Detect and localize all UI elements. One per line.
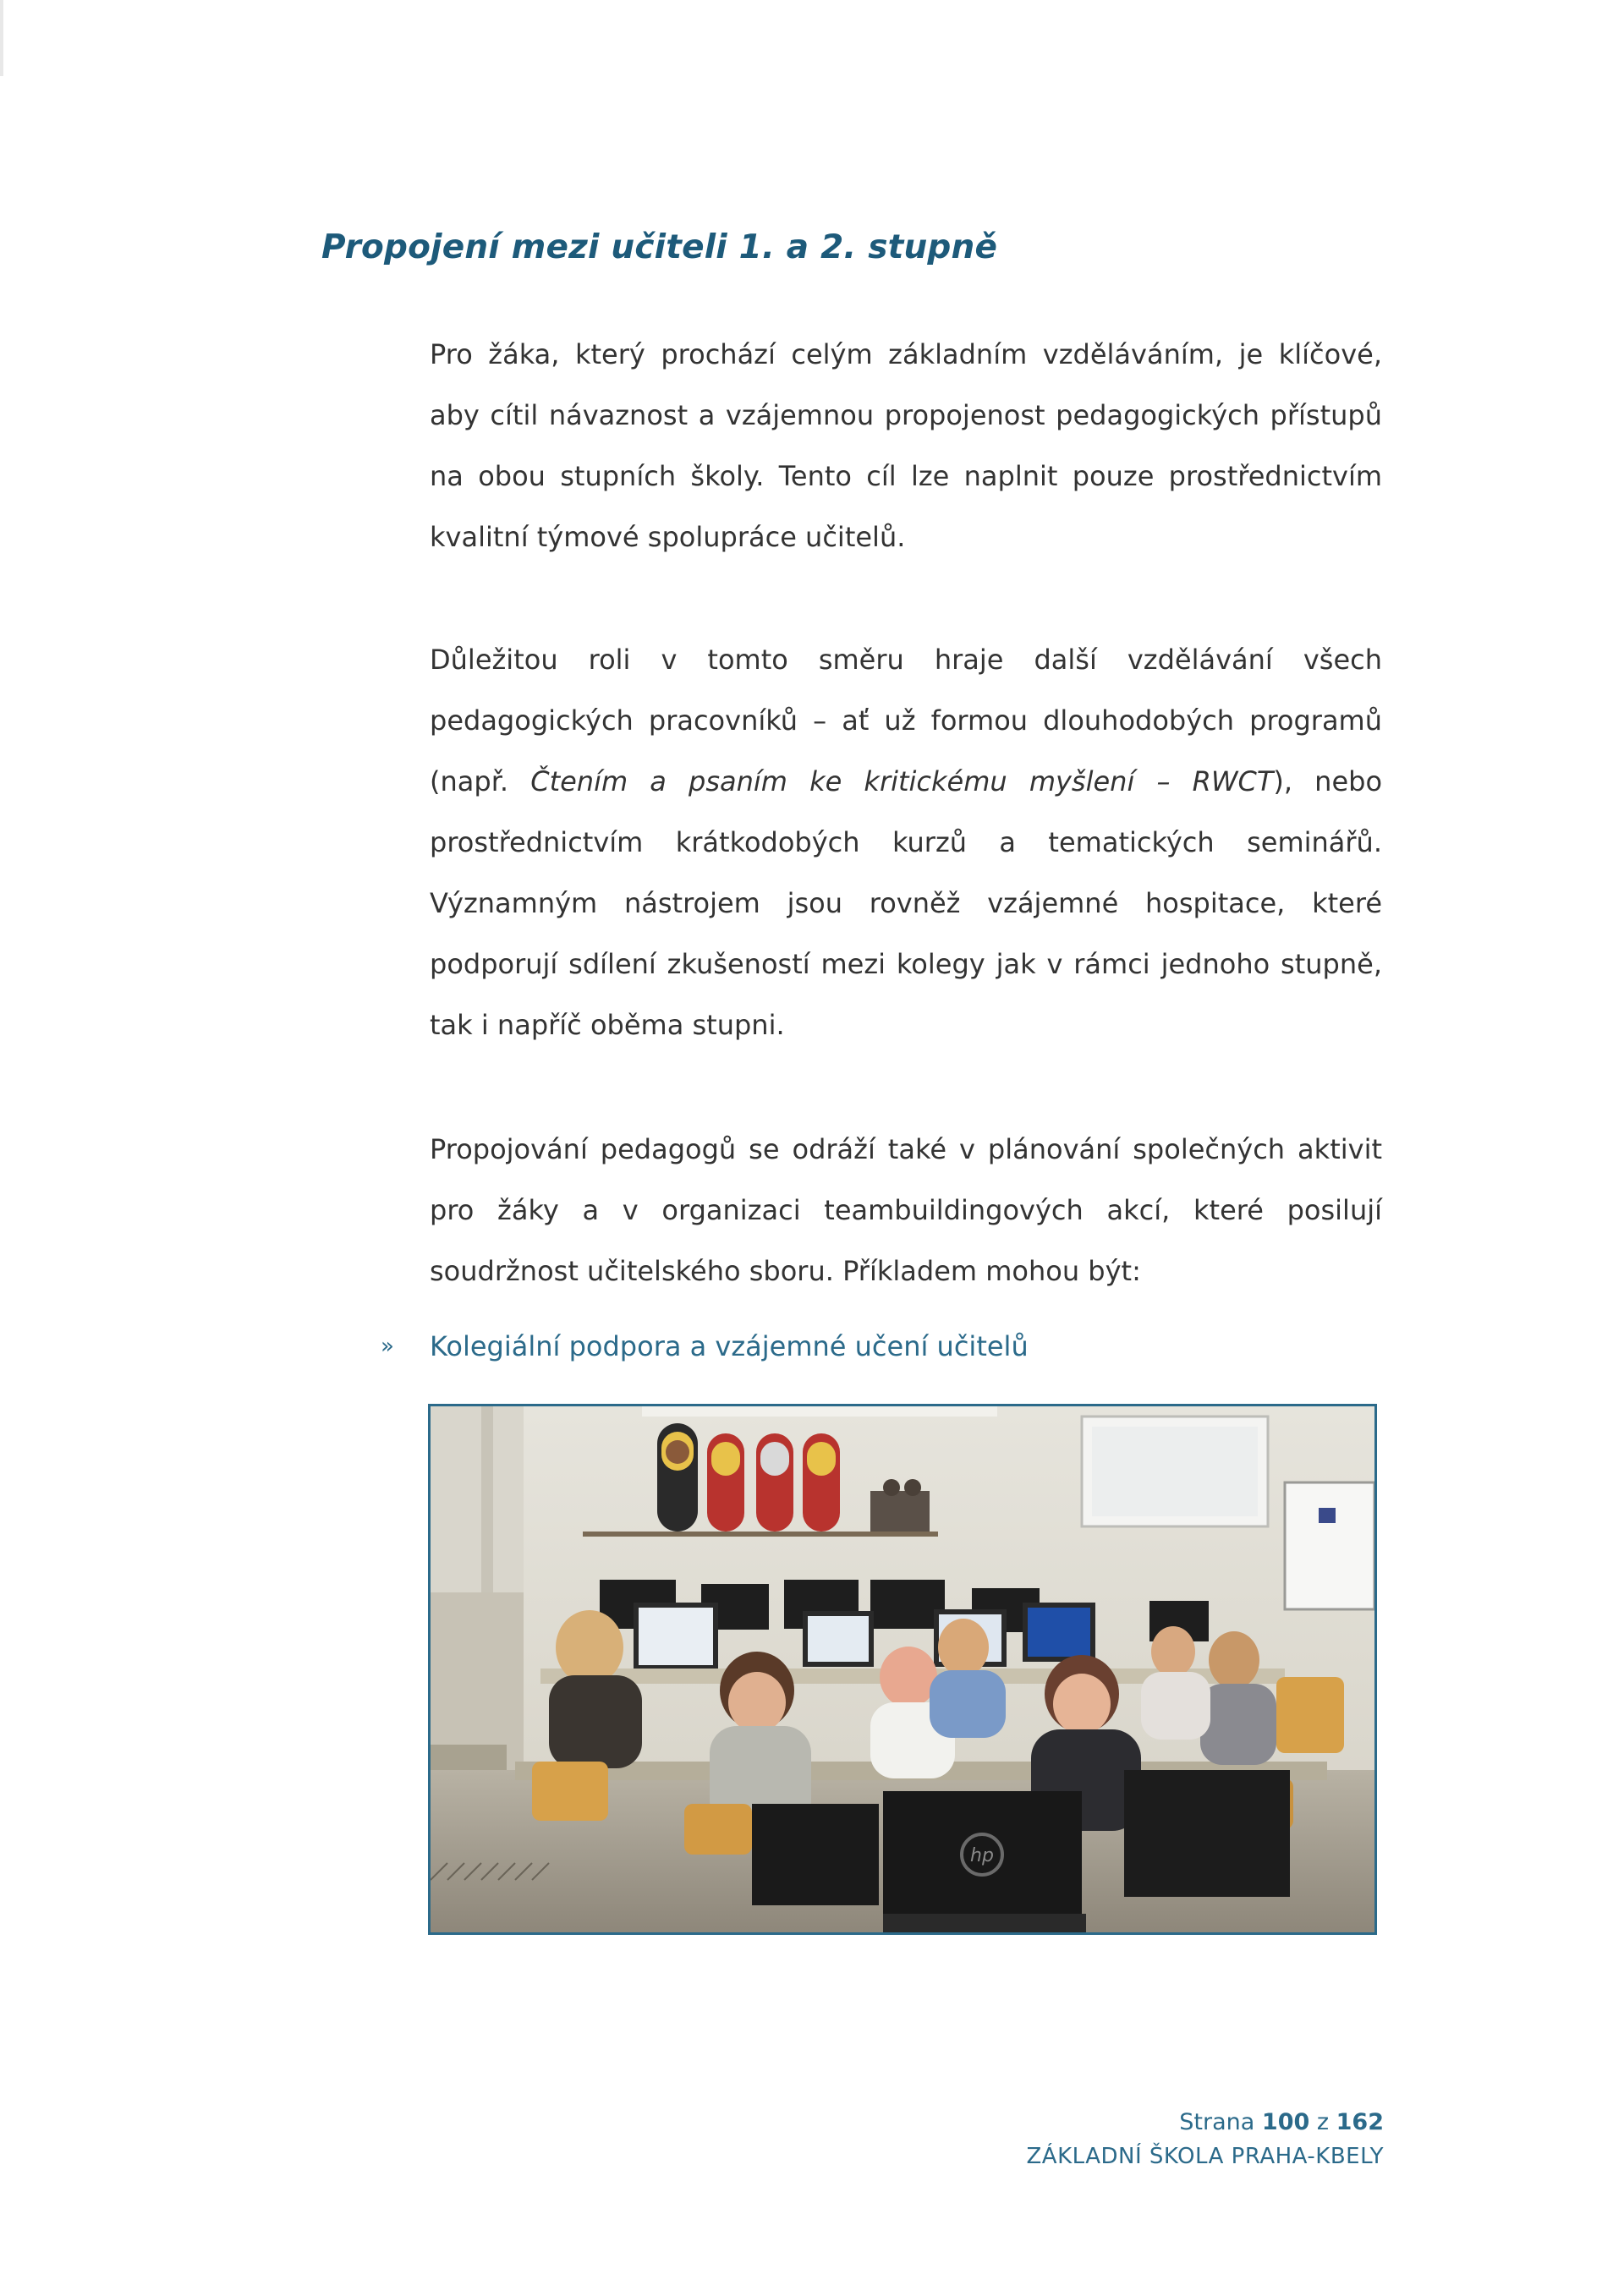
paragraph-2-part-2: ), nebo prostřednictvím krátkodobých kurzů a tematických seminářů. Významným nástrojem jsou rovněž vzájemné hospitace, které podporují sdílení zkušeností mezi kolegy jak v rámci jednoho stupně, tak i napříč oběma stupni. [430, 765, 1383, 1041]
page-separator: z [1309, 2109, 1336, 2135]
page-counter [1027, 2106, 1385, 2140]
middle-row-monitors [634, 1603, 1095, 1670]
page-number: 100 [1261, 2109, 1310, 2135]
paragraph-2-part-1: Důležitou roli v tomto směru hraje další vzdělávání všech pedagogických pracovníků – ať už formou dlouhodobých programů (např. [430, 644, 1382, 797]
school-name: ZÁKLADNÍ ŠKOLA PRAHA-KBELY [1026, 2144, 1384, 2169]
classroom-photo [428, 1404, 1377, 1935]
bullet-text: Kolegiální podpora a vzájemné učení učitelů [430, 1330, 1029, 1362]
page-edge [0, 0, 3, 76]
page-prefix: Strana [1179, 2109, 1262, 2135]
paragraph-1: Pro žáka, který prochází celým základním vzděláváním, je klíčové, aby cítil návaznost a vzájemnou propojenost pedagogických přístupů na obou stupních školy. Tento cíl lze naplnit pouze prostřednictvím kvalitní týmové spolupráce učitelů. [430, 338, 1382, 553]
page-footer [1027, 2106, 1385, 2173]
hp-logo: hp [970, 1845, 994, 1866]
section-heading: Propojení mezi učiteli 1. a 2. stupně [321, 228, 998, 266]
program-name: Čtením a psaním ke kritickému myšlení – RWCT [530, 765, 1274, 797]
page-total: 162 [1336, 2109, 1384, 2135]
classroom-photo-illustration [431, 1406, 1374, 1932]
bullet-item [381, 1330, 1396, 1362]
paragraph-2 [430, 629, 1382, 1055]
projector-screen [1082, 1417, 1268, 1526]
paragraph-3: Propojování pedagogů se odráží také v plánování společných aktivit pro žáky a v organizaci teambuildingových akcí, které posilují soudržnost učitelského sboru. Příkladem mohou být: [430, 1133, 1382, 1287]
bullet-marker-icon: » [381, 1334, 394, 1359]
